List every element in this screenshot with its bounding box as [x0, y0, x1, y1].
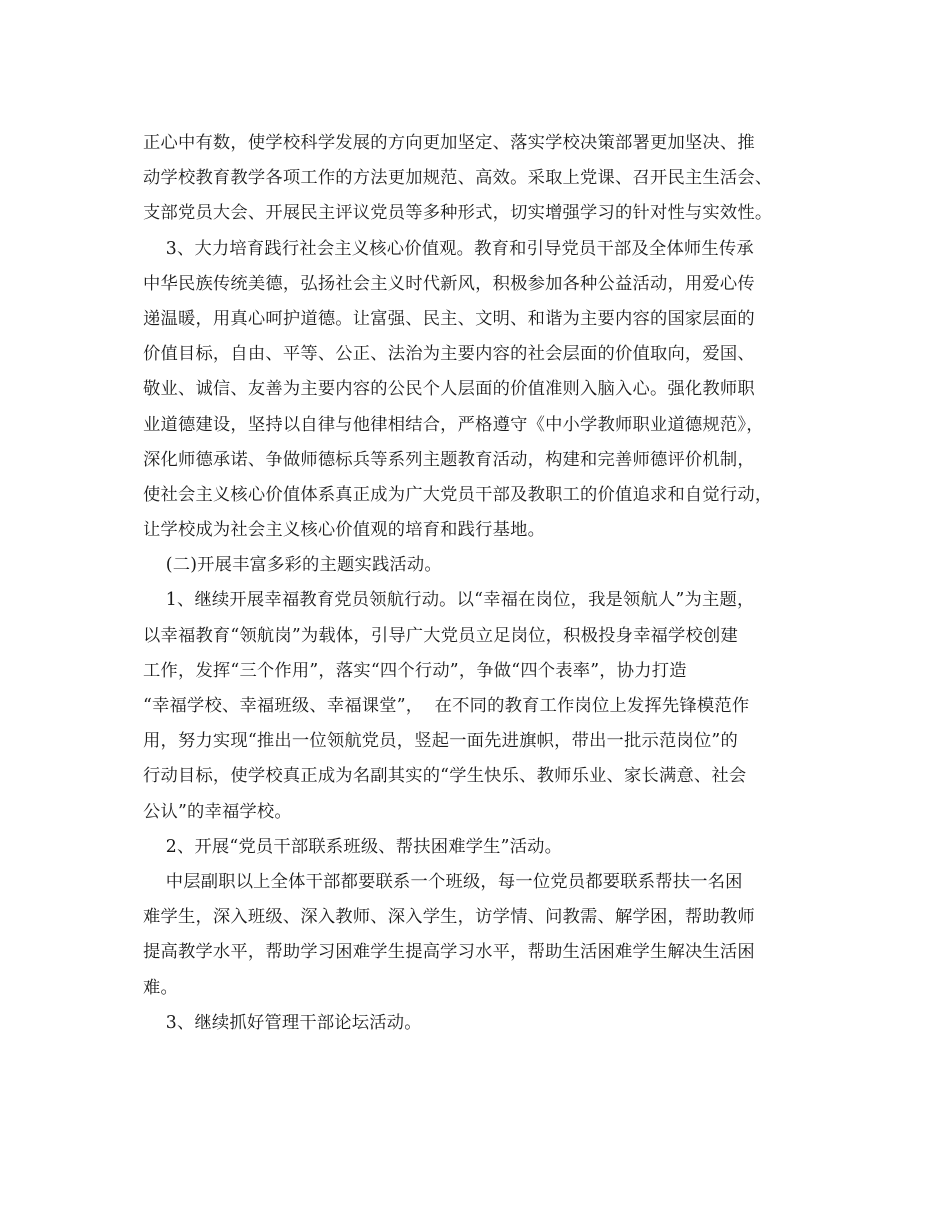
text-line: 提高教学水平，帮助学习困难学生提高学习水平，帮助生活困难学生解决生活困 [143, 942, 755, 963]
text-line: 行动目标，使学校真正成为名副其实的“学生快乐、教师乐业、家长满意、社会 [143, 766, 747, 787]
text-line: 公认”的幸福学校。 [143, 801, 292, 822]
text-line: 中层副职以上全体干部都要联系一个班级，每一位党员都要联系帮扶一名困 [143, 871, 743, 892]
text-line: 工作，发挥“三个作用”，落实“四个行动”，争做“四个表率”，协力打造 [143, 660, 687, 681]
text-line: 1、继续开展幸福教育党员领航行动。以“幸福在岗位，我是领航人”为主题， [143, 590, 755, 611]
text-line: 2、开展“党员干部联系班级、帮扶困难学生”活动。 [143, 836, 563, 857]
text-line: 动学校教育教学各项工作的方法更加规范、高效。采取上党课、召开民主生活会、 [143, 168, 773, 189]
text-line: 深化师德承诺、争做师德标兵等系列主题教育活动，构建和完善师德评价机制， [143, 449, 755, 470]
text-line: 3、继续抓好管理干部论坛活动。 [143, 1012, 422, 1033]
text-line: 正心中有数，使学校科学发展的方向更加坚定、落实学校决策部署更加坚决、推 [143, 133, 755, 153]
text-line: 难。 [143, 977, 178, 998]
text-line: 以幸福教育“领航岗”为载体，引导广大党员立足岗位，积极投身幸福学校创建 [143, 625, 738, 646]
text-line: 难学生，深入班级、深入教师、深入学生，访学情、问教需、解学困，帮助教师 [143, 907, 755, 928]
text-line: 递温暖，用真心呵护道德。让富强、民主、文明、和谐为主要内容的国家层面的 [143, 308, 755, 329]
text-line: 中华民族传统美德，弘扬社会主义时代新风，积极参加各种公益活动，用爱心传 [143, 273, 755, 294]
section-heading: (二)开展丰富多彩的主题实践活动。 [143, 555, 442, 576]
text-line: “幸福学校、幸福班级、幸福课堂”， 在不同的教育工作岗位上发挥先锋模范作 [143, 696, 750, 716]
text-line: 3、大力培育践行社会主义核心价值观。教育和引导党员干部及全体师生传承 [143, 238, 754, 259]
text-line: 业道德建设，坚持以自律与他律相结合，严格遵守《中小学教师职业道德规范》， [143, 414, 764, 435]
document-body [143, 126, 813, 1041]
text-line: 价值目标，自由、平等、公正、法治为主要内容的社会层面的价值取向，爱国、 [143, 344, 755, 365]
text-line: 支部党员大会、开展民主评议党员等多种形式，切实增强学习的针对性与实效性。 [143, 203, 773, 224]
text-line: 使社会主义核心价值体系真正成为广大党员干部及教职工的价值追求和自觉行动， [143, 484, 773, 505]
text-line: 用，努力实现“推出一位领航党员，竖起一面先进旗帜，带出一批示范岗位”的 [143, 731, 738, 752]
text-line: 让学校成为社会主义核心价值观的培育和践行基地。 [143, 520, 546, 541]
text-line: 敬业、诚信、友善为主要内容的公民个人层面的价值准则入脑入心。强化教师职 [143, 379, 755, 400]
